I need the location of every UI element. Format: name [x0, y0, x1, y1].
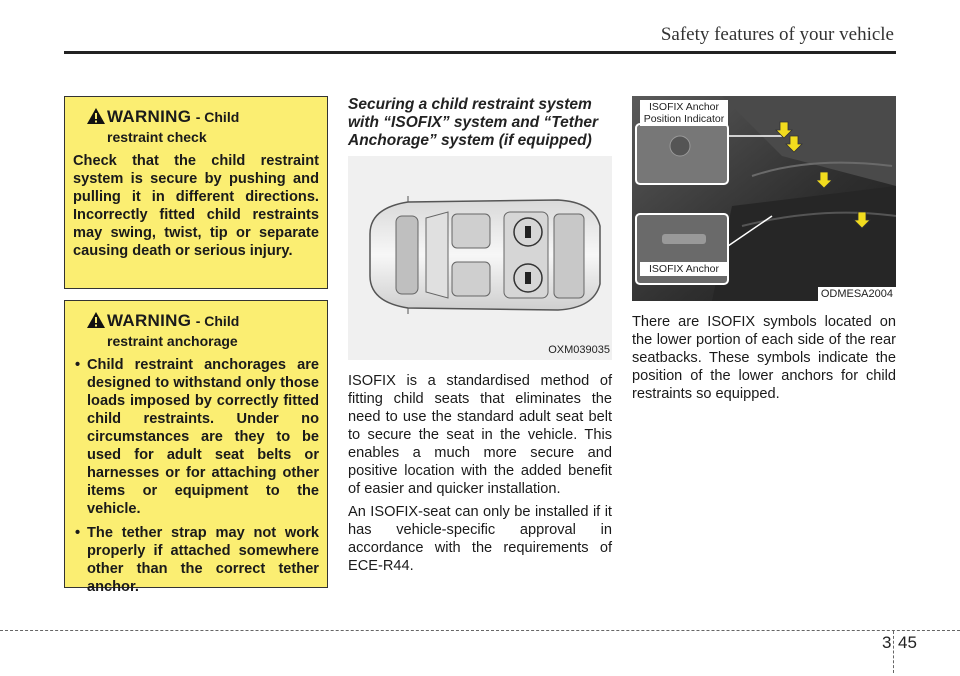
- warning-label: WARNING: [107, 311, 192, 330]
- vehicle-top-view-illustration: [348, 156, 612, 360]
- figure-code: OXM039035: [548, 344, 610, 356]
- warning-triangle-icon: [87, 312, 105, 328]
- warning-list-item: • The tether strap may not work properly if attached somewhere other than the correct tether anchor.: [75, 525, 319, 595]
- warning-box-child-restraint-anchorage: [64, 300, 328, 595]
- vehicle-top-view-figure: [348, 156, 612, 360]
- warning-dash: - Child: [195, 109, 240, 125]
- isofix-symbols-description: [632, 313, 896, 408]
- warning-label: WARNING: [107, 107, 192, 126]
- chapter-number: 3: [882, 633, 892, 652]
- figure-code: ODMESA2004: [818, 287, 896, 301]
- warning-box-child-restraint-check: [64, 96, 328, 289]
- rear-seat-isofix-figure: [632, 96, 896, 301]
- warning-heading: [73, 107, 319, 145]
- paragraph: There are ISOFIX symbols located on the lower portion of each side of the rear seatbacks. These symbols indicate the position of the lower anchors for child restraints so equipped.: [632, 314, 896, 402]
- warning-subtitle: restraint anchorage: [107, 333, 238, 349]
- warning-dash: - Child: [195, 313, 240, 329]
- callout-anchor-position-indicator: ISOFIX Anchor Position Indicator: [640, 100, 728, 126]
- footer-rule: [0, 630, 960, 631]
- header-title: Safety features of your vehicle: [660, 24, 894, 45]
- warning-triangle-icon: [87, 108, 105, 124]
- page-number: 45: [898, 633, 917, 652]
- warning-subtitle: restraint check: [107, 129, 207, 145]
- paragraph: ISOFIX is a standardised method of fitting child seats that eliminates the need to use the standard adult seat belt to secure the seat in the vehicle. This enables a much more secure and positive location with the added benefit of easier and quicker installation.: [348, 373, 612, 497]
- warning-list-item: • Child restraint anchorages are designed to withstand only those loads imposed by correctly fitted child restraints. Under no circumstances are they to be used for adult seat belts or harnesses or for attaching other items or equipment to the vehicle.: [75, 357, 319, 517]
- warning-body: Check that the child restraint system is secure by pushing and pulling it in different directions. Incorrectly fitted child restraints may swing, twist, tip or separate causing death or serious injury.: [73, 153, 319, 259]
- callout-isofix-anchor: ISOFIX Anchor: [640, 262, 728, 276]
- warning-list: [73, 356, 319, 596]
- header-rule: [64, 51, 896, 54]
- paragraph: An ISOFIX-seat can only be installed if it has vehicle-specific approval in accordance with the requirements of ECE-R44.: [348, 504, 612, 574]
- page-separator: [893, 631, 894, 673]
- warning-heading: [73, 311, 319, 349]
- isofix-description: [348, 372, 612, 580]
- section-title: Securing a child restraint system with “ISOFIX” system and “Tether Anchorage” system (if equipped): [348, 96, 599, 149]
